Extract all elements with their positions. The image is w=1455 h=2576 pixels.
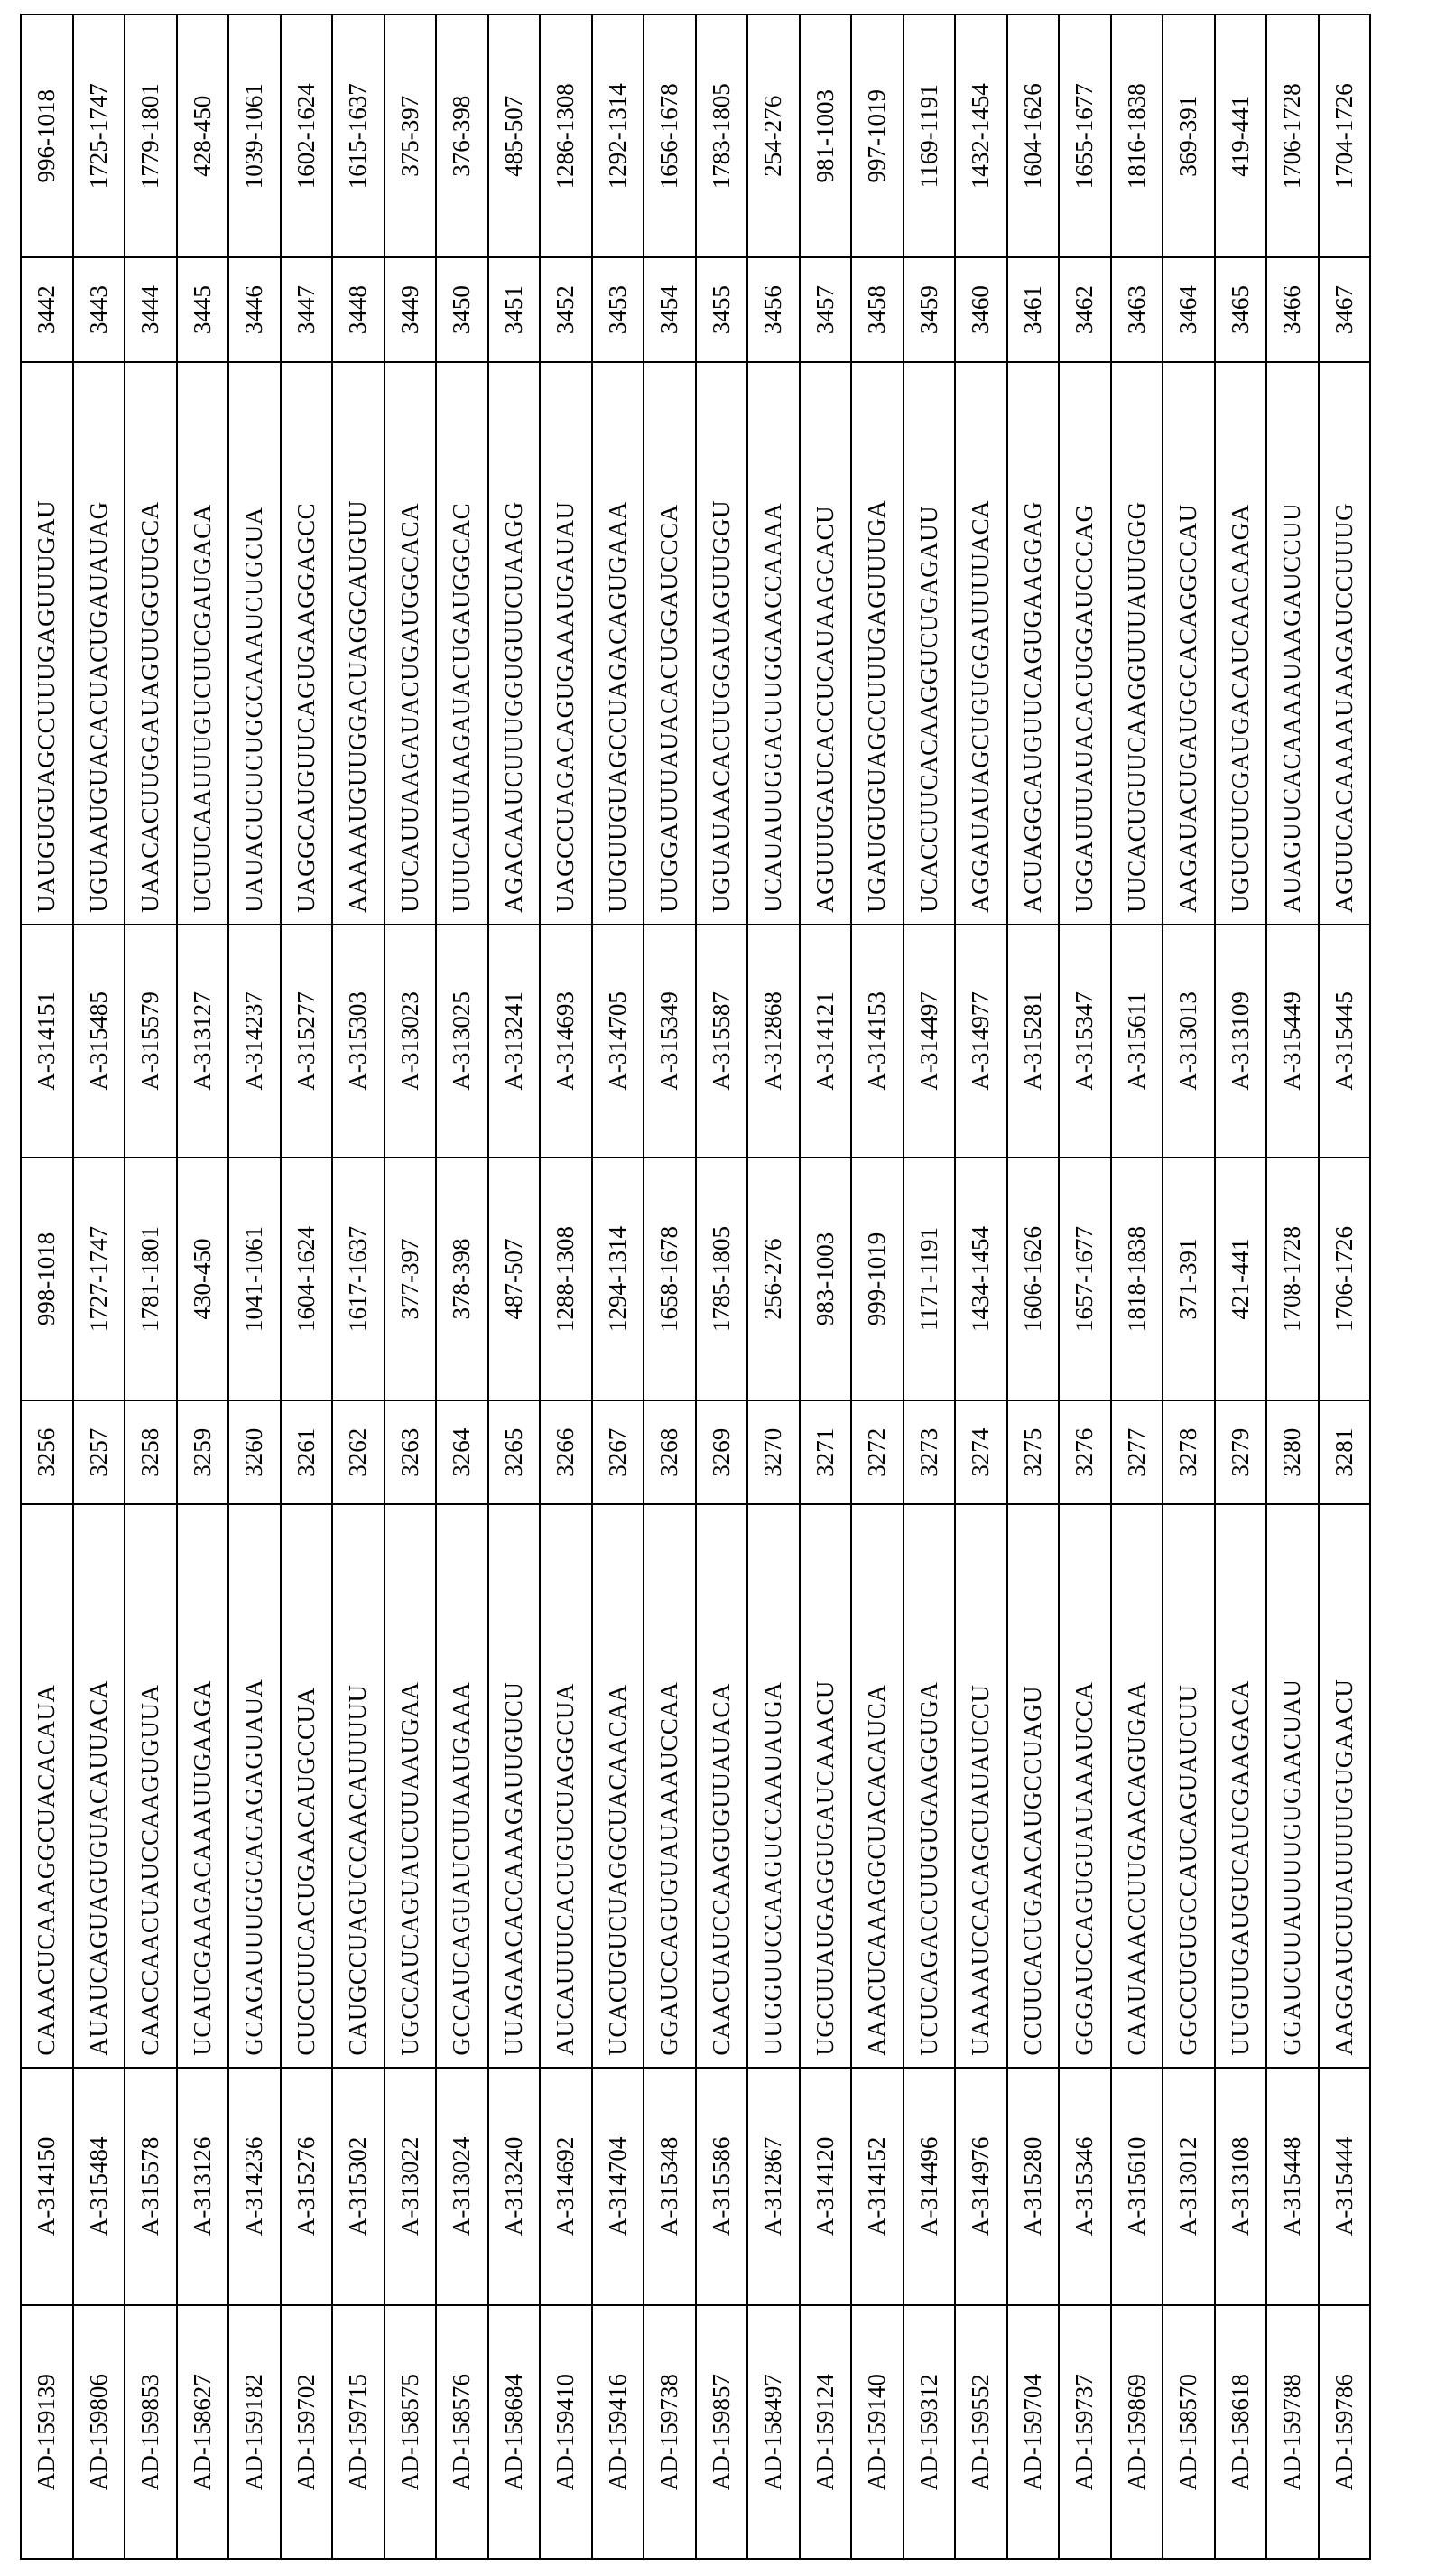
sense-seq-id-cell: 3266 [540,1400,592,1504]
antisense-range-cell: 485-507 [488,14,541,257]
table-row [21,14,73,2559]
sense-sequence-cell: UGCUUAUGAGGUGAUCAAACU [800,1504,852,2067]
antisense-seq-id-cell: 3465 [1215,257,1267,361]
antisense-range-cell: 428-450 [177,14,229,257]
table-row [1059,14,1111,2559]
sense-seq-id-cell: 3275 [1007,1400,1060,1504]
antisense-seq-id-cell: 3459 [904,257,956,361]
sense-seq-id-cell: 3271 [800,1400,852,1504]
sense-range-cell: 430-450 [177,1158,229,1400]
sense-range-cell: 1288-1308 [540,1158,592,1400]
antisense-id-cell: A-315611 [1111,925,1163,1158]
sense-seq-id-cell: 3267 [592,1400,644,1504]
sense-id-cell: A-315444 [1319,2068,1371,2306]
antisense-range-cell: 1816-1838 [1111,14,1163,257]
antisense-range-cell: 1783-1805 [696,14,748,257]
sense-seq-id-cell: 3281 [1319,1400,1371,1504]
table-row [1163,14,1215,2559]
antisense-seq-id-cell: 3447 [281,257,333,361]
antisense-seq-id-cell: 3446 [228,257,281,361]
sense-sequence-cell: UCAUCGAAGACAAAUUGAAGA [177,1504,229,2067]
table-row [1319,14,1371,2559]
duplex-id-cell: AD-158618 [1215,2305,1267,2559]
sense-id-cell: A-314236 [228,2068,281,2306]
antisense-seq-id-cell: 3455 [696,257,748,361]
antisense-range-cell: 419-441 [1215,14,1267,257]
antisense-id-cell: A-314497 [904,925,956,1158]
sense-range-cell: 1706-1726 [1319,1158,1371,1400]
antisense-range-cell: 1169-1191 [904,14,956,257]
antisense-sequence-cell: UUGGAUUUAUACACUGGAUCCCA [644,362,696,925]
antisense-range-cell: 254-276 [747,14,800,257]
sense-id-cell: A-314976 [955,2068,1007,2306]
antisense-range-cell: 1286-1308 [540,14,592,257]
sense-id-cell: A-314150 [21,2068,73,2306]
antisense-sequence-cell: UAGCCUAGACAGUGAAAUGAUAU [540,362,592,925]
sense-seq-id-cell: 3270 [747,1400,800,1504]
sense-range-cell: 371-391 [1163,1158,1215,1400]
sense-range-cell: 998-1018 [21,1158,73,1400]
antisense-seq-id-cell: 3445 [177,257,229,361]
antisense-sequence-cell: AGUUCACAAAAUAAGAUCCUUUG [1319,362,1371,925]
antisense-seq-id-cell: 3448 [332,257,385,361]
sense-seq-id-cell: 3279 [1215,1400,1267,1504]
sense-id-cell: A-315346 [1059,2068,1111,2306]
sense-range-cell: 1294-1314 [592,1158,644,1400]
sense-seq-id-cell: 3256 [21,1400,73,1504]
antisense-seq-id-cell: 3456 [747,257,800,361]
duplex-id-cell: AD-159416 [592,2305,644,2559]
duplex-id-cell: AD-159312 [904,2305,956,2559]
duplex-id-cell: AD-159853 [125,2305,177,2559]
duplex-id-cell: AD-159140 [851,2305,904,2559]
sense-seq-id-cell: 3258 [125,1400,177,1504]
table-row [540,14,592,2559]
table-row [1266,14,1319,2559]
sense-seq-id-cell: 3274 [955,1400,1007,1504]
sense-range-cell: 487-507 [488,1158,541,1400]
antisense-id-cell: A-315303 [332,925,385,1158]
antisense-sequence-cell: AAAAAUGUUGGACUAGGCAUGUU [332,362,385,925]
antisense-seq-id-cell: 3463 [1111,257,1163,361]
table-row [436,14,488,2559]
duplex-id-cell: AD-158684 [488,2305,541,2559]
antisense-seq-id-cell: 3461 [1007,257,1060,361]
antisense-seq-id-cell: 3453 [592,257,644,361]
sense-id-cell: A-314496 [904,2068,956,2306]
antisense-id-cell: A-315277 [281,925,333,1158]
sense-id-cell: A-314692 [540,2068,592,2306]
sense-id-cell: A-315448 [1266,2068,1319,2306]
sense-seq-id-cell: 3262 [332,1400,385,1504]
table-row [747,14,800,2559]
duplex-id-cell: AD-159124 [800,2305,852,2559]
antisense-id-cell: A-313127 [177,925,229,1158]
antisense-id-cell: A-315445 [1319,925,1371,1158]
sense-range-cell: 1785-1805 [696,1158,748,1400]
sense-sequence-cell: UCUCAGACCUUGUGAAGGUGA [904,1504,956,2067]
antisense-seq-id-cell: 3452 [540,257,592,361]
antisense-sequence-cell: UGUAUAACACUUGGAUAGUUGGU [696,362,748,925]
duplex-id-cell: AD-159869 [1111,2305,1163,2559]
antisense-seq-id-cell: 3467 [1319,257,1371,361]
antisense-sequence-cell: AUAGUUCACAAAAUAAGAUCCUU [1266,362,1319,925]
sense-sequence-cell: AUCAUUUCACUGUCUAGGCUA [540,1504,592,2067]
antisense-id-cell: A-313241 [488,925,541,1158]
sense-id-cell: A-313108 [1215,2068,1267,2306]
sense-id-cell: A-313012 [1163,2068,1215,2306]
antisense-range-cell: 1432-1454 [955,14,1007,257]
sense-sequence-cell: CAACCAACUAUCCAAGUGUUA [125,1504,177,2067]
duplex-id-cell: AD-159704 [1007,2305,1060,2559]
antisense-sequence-cell: UGUCUUCGAUGACAUCAACAAGA [1215,362,1267,925]
antisense-sequence-cell: UCACCUUCACAAGGUCUGAGAUU [904,362,956,925]
antisense-sequence-cell: AAGAUACUGAUGGCACAGGCCAU [1163,362,1215,925]
sense-sequence-cell: GCAGAUUUGGCAGAGAGUAUA [228,1504,281,2067]
sense-range-cell: 983-1003 [800,1158,852,1400]
duplex-id-cell: AD-159410 [540,2305,592,2559]
antisense-sequence-cell: UGGAUUUAUACACUGGAUCCCAG [1059,362,1111,925]
duplex-id-cell: AD-158627 [177,2305,229,2559]
antisense-id-cell: A-313023 [385,925,437,1158]
antisense-seq-id-cell: 3442 [21,257,73,361]
sense-id-cell: A-315610 [1111,2068,1163,2306]
sense-sequence-cell: AUAUCAGUAGUGUACAUUACA [73,1504,125,2067]
antisense-seq-id-cell: 3454 [644,257,696,361]
antisense-sequence-cell: UGUAAUGUACACUACUGAUAUAG [73,362,125,925]
sense-id-cell: A-315586 [696,2068,748,2306]
antisense-sequence-cell: UAGGCAUGUUCAGUGAAGGAGCC [281,362,333,925]
antisense-sequence-cell: AGACAAUCUUUGGUGUUCUAAGG [488,362,541,925]
table-row [332,14,385,2559]
antisense-range-cell: 1655-1677 [1059,14,1111,257]
sense-id-cell: A-315484 [73,2068,125,2306]
sense-range-cell: 256-276 [747,1158,800,1400]
table-row [488,14,541,2559]
sense-range-cell: 1606-1626 [1007,1158,1060,1400]
duplex-id-cell: AD-159857 [696,2305,748,2559]
sense-seq-id-cell: 3276 [1059,1400,1111,1504]
antisense-sequence-cell: UGAUGUGUAGCCUUUGAGUUUGA [851,362,904,925]
sense-range-cell: 1604-1624 [281,1158,333,1400]
antisense-seq-id-cell: 3466 [1266,257,1319,361]
sense-range-cell: 1041-1061 [228,1158,281,1400]
sense-seq-id-cell: 3278 [1163,1400,1215,1504]
sense-sequence-cell: CAAACUCAAAGGCUACACAUA [21,1504,73,2067]
sense-sequence-cell: GGAUCCAGUGUAUAAAUCCAA [644,1504,696,2067]
antisense-range-cell: 1704-1726 [1319,14,1371,257]
antisense-range-cell: 981-1003 [800,14,852,257]
sense-id-cell: A-314704 [592,2068,644,2306]
sense-sequence-cell: UGCCAUCAGUAUCUUAAUGAA [385,1504,437,2067]
table-row [73,14,125,2559]
sense-range-cell: 1617-1637 [332,1158,385,1400]
duplex-id-cell: AD-158576 [436,2305,488,2559]
sense-id-cell: A-315276 [281,2068,333,2306]
sense-range-cell: 1818-1838 [1111,1158,1163,1400]
sense-range-cell: 999-1019 [851,1158,904,1400]
antisense-id-cell: A-315587 [696,925,748,1158]
sirna-duplex-table [20,14,1371,2560]
table-row [904,14,956,2559]
table-row [177,14,229,2559]
sense-seq-id-cell: 3261 [281,1400,333,1504]
duplex-id-cell: AD-159552 [955,2305,1007,2559]
antisense-range-cell: 1039-1061 [228,14,281,257]
antisense-range-cell: 1604-1626 [1007,14,1060,257]
antisense-sequence-cell: AGGAUAUAGCUGUGGAUUUUACA [955,362,1007,925]
sense-sequence-cell: GGAUCUUAUUUUGUGAACUAU [1266,1504,1319,2067]
sense-sequence-cell: GCCAUCAGUAUCUUAAUGAAA [436,1504,488,2067]
antisense-sequence-cell: UAUGUGUAGCCUUUGAGUUUGAU [21,362,73,925]
sense-range-cell: 378-398 [436,1158,488,1400]
antisense-sequence-cell: ACUAGGCAUGUUCAGUGAAGGAG [1007,362,1060,925]
sense-seq-id-cell: 3260 [228,1400,281,1504]
antisense-id-cell: A-315347 [1059,925,1111,1158]
sense-seq-id-cell: 3272 [851,1400,904,1504]
sense-sequence-cell: UUGUUGAUGUCAUCGAAGACA [1215,1504,1267,2067]
antisense-sequence-cell: UAACACUUGGAUAGUUGGUUGCA [125,362,177,925]
sense-range-cell: 1657-1677 [1059,1158,1111,1400]
sense-id-cell: A-315578 [125,2068,177,2306]
antisense-seq-id-cell: 3449 [385,257,437,361]
sense-seq-id-cell: 3268 [644,1400,696,1504]
antisense-range-cell: 1292-1314 [592,14,644,257]
sense-id-cell: A-313024 [436,2068,488,2306]
antisense-id-cell: A-315349 [644,925,696,1158]
sense-seq-id-cell: 3259 [177,1400,229,1504]
sense-sequence-cell: CCUUCACUGAACAUGCCUAGU [1007,1504,1060,2067]
antisense-seq-id-cell: 3464 [1163,257,1215,361]
antisense-range-cell: 1706-1728 [1266,14,1319,257]
antisense-seq-id-cell: 3462 [1059,257,1111,361]
sense-sequence-cell: CAACUAUCCAAGUGUUAUACA [696,1504,748,2067]
sense-sequence-cell: CAAUAAACCUUGAACAGUGAA [1111,1504,1163,2067]
table-row [1111,14,1163,2559]
antisense-range-cell: 369-391 [1163,14,1215,257]
sense-id-cell: A-313126 [177,2068,229,2306]
duplex-id-cell: AD-159786 [1319,2305,1371,2559]
antisense-sequence-cell: AGUUUGAUCACCUCAUAAGCACU [800,362,852,925]
sense-range-cell: 1781-1801 [125,1158,177,1400]
sense-seq-id-cell: 3273 [904,1400,956,1504]
antisense-sequence-cell: UUUCAUUAAGAUACUGAUGGCAC [436,362,488,925]
sense-seq-id-cell: 3269 [696,1400,748,1504]
table-row [385,14,437,2559]
antisense-sequence-cell: UAUACUCUCUGCCAAAUCUGCUA [228,362,281,925]
table-row [592,14,644,2559]
antisense-id-cell: A-315449 [1266,925,1319,1158]
antisense-sequence-cell: UUGUUGUAGCCUAGACAGUGAAA [592,362,644,925]
antisense-sequence-cell: UUCACUGUUCAAGGUUUAUUGGG [1111,362,1163,925]
antisense-seq-id-cell: 3460 [955,257,1007,361]
antisense-seq-id-cell: 3450 [436,257,488,361]
table-row [851,14,904,2559]
table-row [281,14,333,2559]
duplex-id-cell: AD-159139 [21,2305,73,2559]
table-row [1215,14,1267,2559]
antisense-sequence-cell: UCUUCAAUUUGUCUUCGAUGACA [177,362,229,925]
duplex-id-cell: AD-159737 [1059,2305,1111,2559]
sense-range-cell: 377-397 [385,1158,437,1400]
sense-id-cell: A-315302 [332,2068,385,2306]
antisense-range-cell: 375-397 [385,14,437,257]
duplex-id-cell: AD-159182 [228,2305,281,2559]
antisense-id-cell: A-314151 [21,925,73,1158]
table-row [1007,14,1060,2559]
antisense-range-cell: 1779-1801 [125,14,177,257]
antisense-sequence-cell: UUCAUUAAGAUACUGAUGGCACA [385,362,437,925]
antisense-range-cell: 997-1019 [851,14,904,257]
sense-sequence-cell: AAGGAUCUUAUUUUGUGAACU [1319,1504,1371,2067]
antisense-seq-id-cell: 3457 [800,257,852,361]
antisense-id-cell: A-313013 [1163,925,1215,1158]
duplex-id-cell: AD-159738 [644,2305,696,2559]
antisense-range-cell: 1602-1624 [281,14,333,257]
duplex-id-cell: AD-159806 [73,2305,125,2559]
table-row [696,14,748,2559]
sense-seq-id-cell: 3263 [385,1400,437,1504]
antisense-range-cell: 1656-1678 [644,14,696,257]
sense-seq-id-cell: 3264 [436,1400,488,1504]
table-row [800,14,852,2559]
antisense-id-cell: A-314705 [592,925,644,1158]
antisense-id-cell: A-314977 [955,925,1007,1158]
sense-id-cell: A-313240 [488,2068,541,2306]
antisense-id-cell: A-312868 [747,925,800,1158]
antisense-seq-id-cell: 3451 [488,257,541,361]
antisense-id-cell: A-313025 [436,925,488,1158]
antisense-sequence-cell: UCAUAUUGGACUUGGAACCAAAA [747,362,800,925]
antisense-range-cell: 1615-1637 [332,14,385,257]
sense-sequence-cell: GGCCUGUGCCAUCAGUAUCUU [1163,1504,1215,2067]
table-row [125,14,177,2559]
sense-id-cell: A-314120 [800,2068,852,2306]
sense-sequence-cell: UAAAAUCCACAGCUAUAUCCU [955,1504,1007,2067]
antisense-seq-id-cell: 3458 [851,257,904,361]
duplex-id-cell: AD-158570 [1163,2305,1215,2559]
antisense-id-cell: A-315579 [125,925,177,1158]
antisense-id-cell: A-313109 [1215,925,1267,1158]
sense-id-cell: A-313022 [385,2068,437,2306]
sense-seq-id-cell: 3277 [1111,1400,1163,1504]
sense-range-cell: 421-441 [1215,1158,1267,1400]
sense-seq-id-cell: 3257 [73,1400,125,1504]
sense-sequence-cell: GGGAUCCAGUGUAUAAAUCCA [1059,1504,1111,2067]
duplex-id-cell: AD-159715 [332,2305,385,2559]
sense-sequence-cell: UUAGAACACCAAAGAUUGUCU [488,1504,541,2067]
antisense-id-cell: A-315485 [73,925,125,1158]
antisense-seq-id-cell: 3443 [73,257,125,361]
antisense-id-cell: A-314693 [540,925,592,1158]
sense-sequence-cell: UUGGUUCCAAGUCCAAUAUGA [747,1504,800,2067]
antisense-range-cell: 996-1018 [21,14,73,257]
sense-range-cell: 1727-1747 [73,1158,125,1400]
table-row [955,14,1007,2559]
antisense-id-cell: A-314121 [800,925,852,1158]
sense-range-cell: 1658-1678 [644,1158,696,1400]
antisense-id-cell: A-315281 [1007,925,1060,1158]
sense-seq-id-cell: 3265 [488,1400,541,1504]
sense-range-cell: 1708-1728 [1266,1158,1319,1400]
sense-sequence-cell: CUCCUUCACUGAACAUGCCUA [281,1504,333,2067]
duplex-id-cell: AD-159702 [281,2305,333,2559]
sense-range-cell: 1171-1191 [904,1158,956,1400]
sense-range-cell: 1434-1454 [955,1158,1007,1400]
table-row [644,14,696,2559]
antisense-range-cell: 376-398 [436,14,488,257]
sense-sequence-cell: CAUGCCUAGUCCAACAUUUUU [332,1504,385,2067]
sense-seq-id-cell: 3280 [1266,1400,1319,1504]
sense-id-cell: A-314152 [851,2068,904,2306]
sense-id-cell: A-312867 [747,2068,800,2306]
duplex-id-cell: AD-158575 [385,2305,437,2559]
antisense-range-cell: 1725-1747 [73,14,125,257]
duplex-id-cell: AD-159788 [1266,2305,1319,2559]
table-row [228,14,281,2559]
sense-id-cell: A-315348 [644,2068,696,2306]
antisense-seq-id-cell: 3444 [125,257,177,361]
antisense-id-cell: A-314237 [228,925,281,1158]
duplex-id-cell: AD-158497 [747,2305,800,2559]
sense-id-cell: A-315280 [1007,2068,1060,2306]
antisense-id-cell: A-314153 [851,925,904,1158]
sense-sequence-cell: UCACUGUCUAGGCUACAACAA [592,1504,644,2067]
sense-sequence-cell: AAACUCAAAGGCUACACAUCA [851,1504,904,2067]
